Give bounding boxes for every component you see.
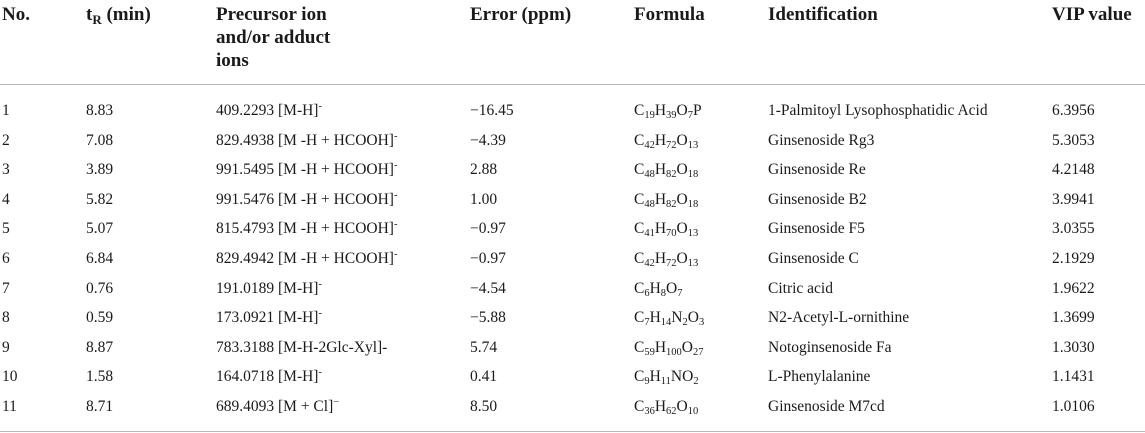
- table-row: [0, 392, 1145, 422]
- cell-retention-time: [86, 126, 113, 156]
- formula-count: 18: [687, 198, 699, 210]
- cell-no: [2, 303, 10, 333]
- formula-element: C: [634, 398, 645, 415]
- vip-value: 1.1431: [1052, 368, 1095, 386]
- header-precursor-line1: Precursor ion: [216, 4, 327, 25]
- cell-identification: [768, 274, 833, 304]
- cell-vip: [1052, 214, 1095, 244]
- cell-formula: [634, 244, 698, 274]
- cell-vip: [1052, 96, 1095, 126]
- row-number: 11: [2, 398, 17, 415]
- charge-sign: -: [318, 308, 322, 320]
- row-number: 2: [2, 131, 10, 149]
- formula-count: 3: [698, 317, 705, 329]
- retention-time: 8.83: [86, 102, 114, 119]
- formula-count: 82: [666, 198, 677, 210]
- vip-value: 6.3956: [1052, 102, 1095, 119]
- formula-element: O: [681, 338, 693, 356]
- cell-formula: [634, 155, 698, 185]
- adduct-ion: [M -H + HCOOH]: [278, 190, 394, 208]
- cell-precursor-ion: [216, 392, 339, 422]
- cell-retention-time: [86, 392, 113, 422]
- formula-element: C: [634, 102, 645, 119]
- cell-precursor-ion: [216, 333, 387, 363]
- header-precursor-ion: [216, 3, 330, 72]
- table-row: [0, 274, 1145, 304]
- cell-precursor-ion: [216, 303, 322, 333]
- formula-element: H: [654, 250, 667, 267]
- cell-formula: [634, 126, 698, 156]
- row-number: 8: [2, 309, 10, 327]
- cell-retention-time: [86, 185, 113, 215]
- formula-count: 27: [693, 346, 704, 358]
- charge-sign: -: [393, 189, 398, 201]
- cell-identification: [768, 333, 892, 363]
- cell-vip: [1052, 362, 1095, 392]
- formula-element: O: [676, 190, 688, 208]
- compound-name: Notoginsenoside Fa: [768, 338, 892, 356]
- formula-element: C: [634, 338, 645, 356]
- formula-count: 13: [687, 139, 699, 151]
- formula-count: 48: [644, 169, 655, 181]
- table-row: [0, 126, 1145, 156]
- row-number: 4: [2, 190, 10, 208]
- retention-time: 7.08: [86, 131, 114, 149]
- mass-error: 5.74: [470, 338, 498, 356]
- header-tr-subscript: R: [92, 12, 102, 27]
- formula-element: O: [687, 309, 699, 327]
- cell-vip: [1052, 244, 1095, 274]
- vip-value: 3.9941: [1052, 190, 1095, 208]
- compound-name: Ginsenoside Re: [768, 161, 866, 179]
- adduct-ion: [M -H + HCOOH]: [278, 131, 394, 149]
- formula-element: C: [634, 161, 645, 179]
- cell-identification: [768, 214, 865, 244]
- cell-identification: [768, 303, 909, 333]
- cell-precursor-ion: [216, 244, 397, 274]
- header-tr-unit: (min): [106, 4, 151, 25]
- cell-precursor-ion: [216, 274, 322, 304]
- cell-error: [470, 126, 506, 156]
- table-row: [0, 303, 1145, 333]
- formula-element: P: [693, 102, 702, 119]
- formula-element: C: [634, 131, 645, 149]
- formula-element: N: [671, 309, 683, 327]
- adduct-ion: [M -H + HCOOH]: [278, 220, 394, 238]
- formula-element: H: [654, 338, 667, 356]
- mass-error: 0.41: [470, 368, 498, 386]
- charge-sign: -: [393, 130, 398, 142]
- precursor-mz: 829.4942: [216, 250, 275, 267]
- cell-vip: [1052, 303, 1095, 333]
- retention-time: 6.84: [86, 250, 114, 267]
- retention-time: 5.82: [86, 190, 114, 208]
- formula-count: 6: [644, 287, 650, 299]
- formula-count: 62: [666, 406, 677, 417]
- precursor-mz: 829.4938: [216, 131, 275, 149]
- formula-count: 18: [687, 169, 699, 181]
- cell-error: [470, 185, 497, 215]
- formula-count: 7: [677, 287, 683, 299]
- vip-value: 3.0355: [1052, 220, 1095, 238]
- row-number: 5: [2, 220, 10, 238]
- adduct-ion: [M-H]: [278, 102, 319, 119]
- vip-value: 1.3030: [1052, 338, 1095, 356]
- compound-name: Citric acid: [768, 279, 833, 297]
- cell-no: [2, 126, 10, 156]
- cell-no: [2, 333, 10, 363]
- adduct-ion: [M -H + HCOOH]: [278, 250, 394, 267]
- adduct-ion: [M -H + HCOOH]: [278, 161, 394, 179]
- mass-error: −4.54: [470, 279, 506, 297]
- row-number: 6: [2, 250, 10, 267]
- formula-element: N: [670, 368, 683, 386]
- charge-sign: -: [393, 219, 398, 231]
- cell-identification: [768, 392, 885, 422]
- cell-retention-time: [86, 274, 113, 304]
- row-number: 1: [2, 102, 10, 119]
- precursor-mz: 991.5495: [216, 161, 275, 179]
- charge-sign: -: [393, 249, 398, 260]
- formula-count: 100: [666, 346, 682, 358]
- compound-name: Ginsenoside F5: [768, 220, 865, 238]
- formula-element: C: [634, 309, 645, 327]
- header-rule: [0, 84, 1145, 85]
- formula-element: H: [654, 398, 667, 415]
- formula-count: 9: [644, 376, 650, 388]
- formula-element: H: [649, 279, 661, 297]
- formula-element: H: [654, 190, 667, 208]
- cell-error: [470, 244, 506, 274]
- table-row: [0, 185, 1145, 215]
- formula-count: 42: [644, 139, 655, 151]
- cell-formula: [634, 214, 698, 244]
- formula-count: 11: [660, 376, 671, 388]
- cell-vip: [1052, 274, 1095, 304]
- vip-value: 1.0106: [1052, 398, 1095, 415]
- mass-error: −16.45: [470, 102, 514, 119]
- mass-error: 8.50: [470, 398, 498, 415]
- precursor-mz: 815.4793: [216, 220, 275, 238]
- table-row: [0, 244, 1145, 274]
- formula-element: C: [634, 220, 645, 238]
- cell-no: [2, 214, 10, 244]
- cell-formula: [634, 333, 704, 363]
- header-tr-symbol: t: [86, 4, 93, 25]
- table-row: [0, 155, 1145, 185]
- cell-precursor-ion: [216, 96, 322, 126]
- row-number: 10: [2, 368, 18, 386]
- cell-retention-time: [86, 244, 113, 274]
- mass-error: 2.88: [470, 161, 498, 179]
- cell-error: [470, 155, 497, 185]
- formula-count: 41: [644, 228, 655, 240]
- formula-element: C: [634, 250, 645, 267]
- cell-precursor-ion: [216, 155, 397, 185]
- compound-name: N2-Acetyl-L-ornithine: [768, 309, 910, 327]
- vip-value: 5.3053: [1052, 131, 1095, 149]
- formula-element: O: [676, 161, 688, 179]
- formula-count: 14: [660, 317, 672, 329]
- cell-retention-time: [86, 96, 113, 126]
- precursor-mz: 783.3188: [216, 338, 275, 356]
- compound-name: Ginsenoside Rg3: [768, 131, 875, 149]
- formula-count: 2: [682, 317, 688, 329]
- retention-time: 0.59: [86, 309, 114, 327]
- formula-count: 2: [693, 376, 699, 388]
- formula-element: O: [676, 131, 688, 149]
- header-error: Error (ppm): [470, 4, 572, 25]
- charge-sign: -: [318, 278, 322, 290]
- cell-no: [2, 362, 18, 392]
- precursor-mz: 173.0921: [216, 309, 275, 327]
- formula-count: 13: [687, 258, 699, 269]
- cell-retention-time: [86, 155, 113, 185]
- adduct-ion: [M-H]: [278, 368, 319, 386]
- formula-count: 70: [666, 228, 677, 240]
- mass-error: −0.97: [470, 250, 506, 267]
- header-no: No.: [2, 4, 30, 25]
- retention-time: 8.71: [86, 398, 114, 415]
- formula-count: 39: [666, 110, 677, 121]
- precursor-mz: 191.0189: [216, 279, 275, 297]
- cell-retention-time: [86, 362, 113, 392]
- cell-no: [2, 244, 10, 274]
- formula-element: O: [666, 279, 678, 297]
- charge-sign: -: [318, 367, 322, 379]
- precursor-mz: 409.2293: [216, 102, 275, 119]
- cell-identification: [768, 155, 866, 185]
- compound-name: Ginsenoside M7cd: [768, 398, 885, 415]
- compound-name: 1-Palmitoyl Lysophosphatidic Acid: [768, 102, 988, 119]
- vip-value: 4.2148: [1052, 161, 1095, 179]
- formula-element: O: [676, 220, 688, 238]
- header-precursor-line2: and/or adduct: [216, 27, 331, 48]
- cell-formula: [634, 362, 699, 392]
- mass-error: −0.97: [470, 220, 506, 238]
- cell-vip: [1052, 185, 1095, 215]
- cell-error: [470, 274, 506, 304]
- compound-name: Ginsenoside C: [768, 250, 859, 267]
- formula-count: 72: [666, 139, 677, 151]
- formula-count: 72: [666, 258, 677, 269]
- cell-formula: [634, 303, 704, 333]
- cell-no: [2, 155, 10, 185]
- formula-count: 7: [644, 317, 650, 329]
- charge-sign: -: [393, 160, 398, 172]
- retention-time: 3.89: [86, 161, 114, 179]
- cell-error: [470, 303, 506, 333]
- formula-element: H: [649, 309, 661, 327]
- table-row: [0, 214, 1145, 244]
- header-precursor-line3: ions: [216, 50, 249, 71]
- table-row: [0, 96, 1145, 126]
- compound-name: Ginsenoside B2: [768, 190, 867, 208]
- adduct-ion: [M + Cl]: [278, 398, 334, 415]
- formula-count: 7: [687, 110, 693, 121]
- cell-no: [2, 96, 10, 126]
- adduct-ion: [M-H]: [278, 309, 319, 327]
- formula-count: 19: [644, 110, 655, 121]
- row-number: 7: [2, 279, 10, 297]
- table-row: [0, 333, 1145, 363]
- formula-count: 48: [644, 198, 655, 210]
- formula-count: 36: [644, 406, 655, 417]
- cell-identification: [768, 96, 988, 126]
- header-vip: VIP value: [1052, 4, 1132, 25]
- precursor-mz: 164.0718: [216, 368, 275, 386]
- formula-element: O: [682, 368, 694, 386]
- cell-formula: [634, 185, 698, 215]
- formula-element: H: [654, 220, 667, 238]
- cell-vip: [1052, 155, 1095, 185]
- mass-error: −4.39: [470, 131, 506, 149]
- mass-error: 1.00: [470, 190, 498, 208]
- header-retention-time: [86, 3, 151, 26]
- header-identification: Identification: [768, 4, 878, 25]
- retention-time: 8.87: [86, 338, 114, 356]
- adduct-ion: [M-H-2Glc-Xyl]-: [278, 338, 388, 356]
- precursor-mz: 991.5476: [216, 190, 275, 208]
- cell-precursor-ion: [216, 126, 397, 156]
- formula-count: 8: [660, 287, 667, 299]
- cell-formula: [634, 96, 702, 126]
- cell-identification: [768, 244, 859, 274]
- vip-value: 1.9622: [1052, 279, 1095, 297]
- formula-element: C: [634, 190, 645, 208]
- formula-element: O: [676, 398, 688, 415]
- cell-vip: [1052, 333, 1095, 363]
- precursor-mz: 689.4093: [216, 398, 275, 415]
- mass-error: −5.88: [470, 309, 506, 327]
- cell-identification: [768, 362, 870, 392]
- cell-identification: [768, 185, 867, 215]
- cell-error: [470, 362, 497, 392]
- charge-sign: −: [333, 397, 340, 408]
- compound-name: L-Phenylalanine: [768, 368, 871, 386]
- cell-no: [2, 392, 17, 422]
- cell-identification: [768, 126, 874, 156]
- formula-element: C: [634, 368, 645, 386]
- formula-element: H: [654, 131, 667, 149]
- retention-time: 5.07: [86, 220, 114, 238]
- cell-retention-time: [86, 333, 113, 363]
- charge-sign: -: [318, 101, 322, 112]
- formula-count: 82: [666, 169, 677, 181]
- formula-count: 13: [687, 228, 699, 240]
- vip-value: 1.3699: [1052, 309, 1095, 327]
- cell-retention-time: [86, 303, 113, 333]
- cell-error: [470, 96, 514, 126]
- cell-error: [470, 214, 506, 244]
- formula-count: 10: [687, 406, 699, 417]
- cell-retention-time: [86, 214, 113, 244]
- formula-element: O: [676, 102, 688, 119]
- retention-time: 1.58: [86, 368, 114, 386]
- cell-formula: [634, 274, 683, 304]
- formula-count: 42: [644, 258, 655, 269]
- row-number: 9: [2, 338, 10, 356]
- retention-time: 0.76: [86, 279, 114, 297]
- table-row: [0, 362, 1145, 392]
- cell-formula: [634, 392, 698, 422]
- cell-vip: [1052, 392, 1095, 422]
- vip-value: 2.1929: [1052, 250, 1095, 267]
- cell-error: [470, 333, 497, 363]
- formula-element: H: [654, 161, 667, 179]
- table-header: [0, 0, 1145, 84]
- cell-no: [2, 185, 10, 215]
- footer-rule: [0, 431, 1145, 432]
- formula-element: H: [649, 368, 661, 386]
- cell-precursor-ion: [216, 214, 397, 244]
- formula-element: O: [676, 250, 688, 267]
- header-formula: Formula: [634, 4, 705, 25]
- cell-precursor-ion: [216, 362, 322, 392]
- cell-vip: [1052, 126, 1095, 156]
- formula-count: 59: [644, 346, 655, 358]
- row-number: 3: [2, 161, 10, 179]
- cell-precursor-ion: [216, 185, 397, 215]
- cell-error: [470, 392, 497, 422]
- adduct-ion: [M-H]: [278, 279, 319, 297]
- formula-element: C: [634, 279, 645, 297]
- cell-no: [2, 274, 10, 304]
- formula-element: H: [654, 102, 667, 119]
